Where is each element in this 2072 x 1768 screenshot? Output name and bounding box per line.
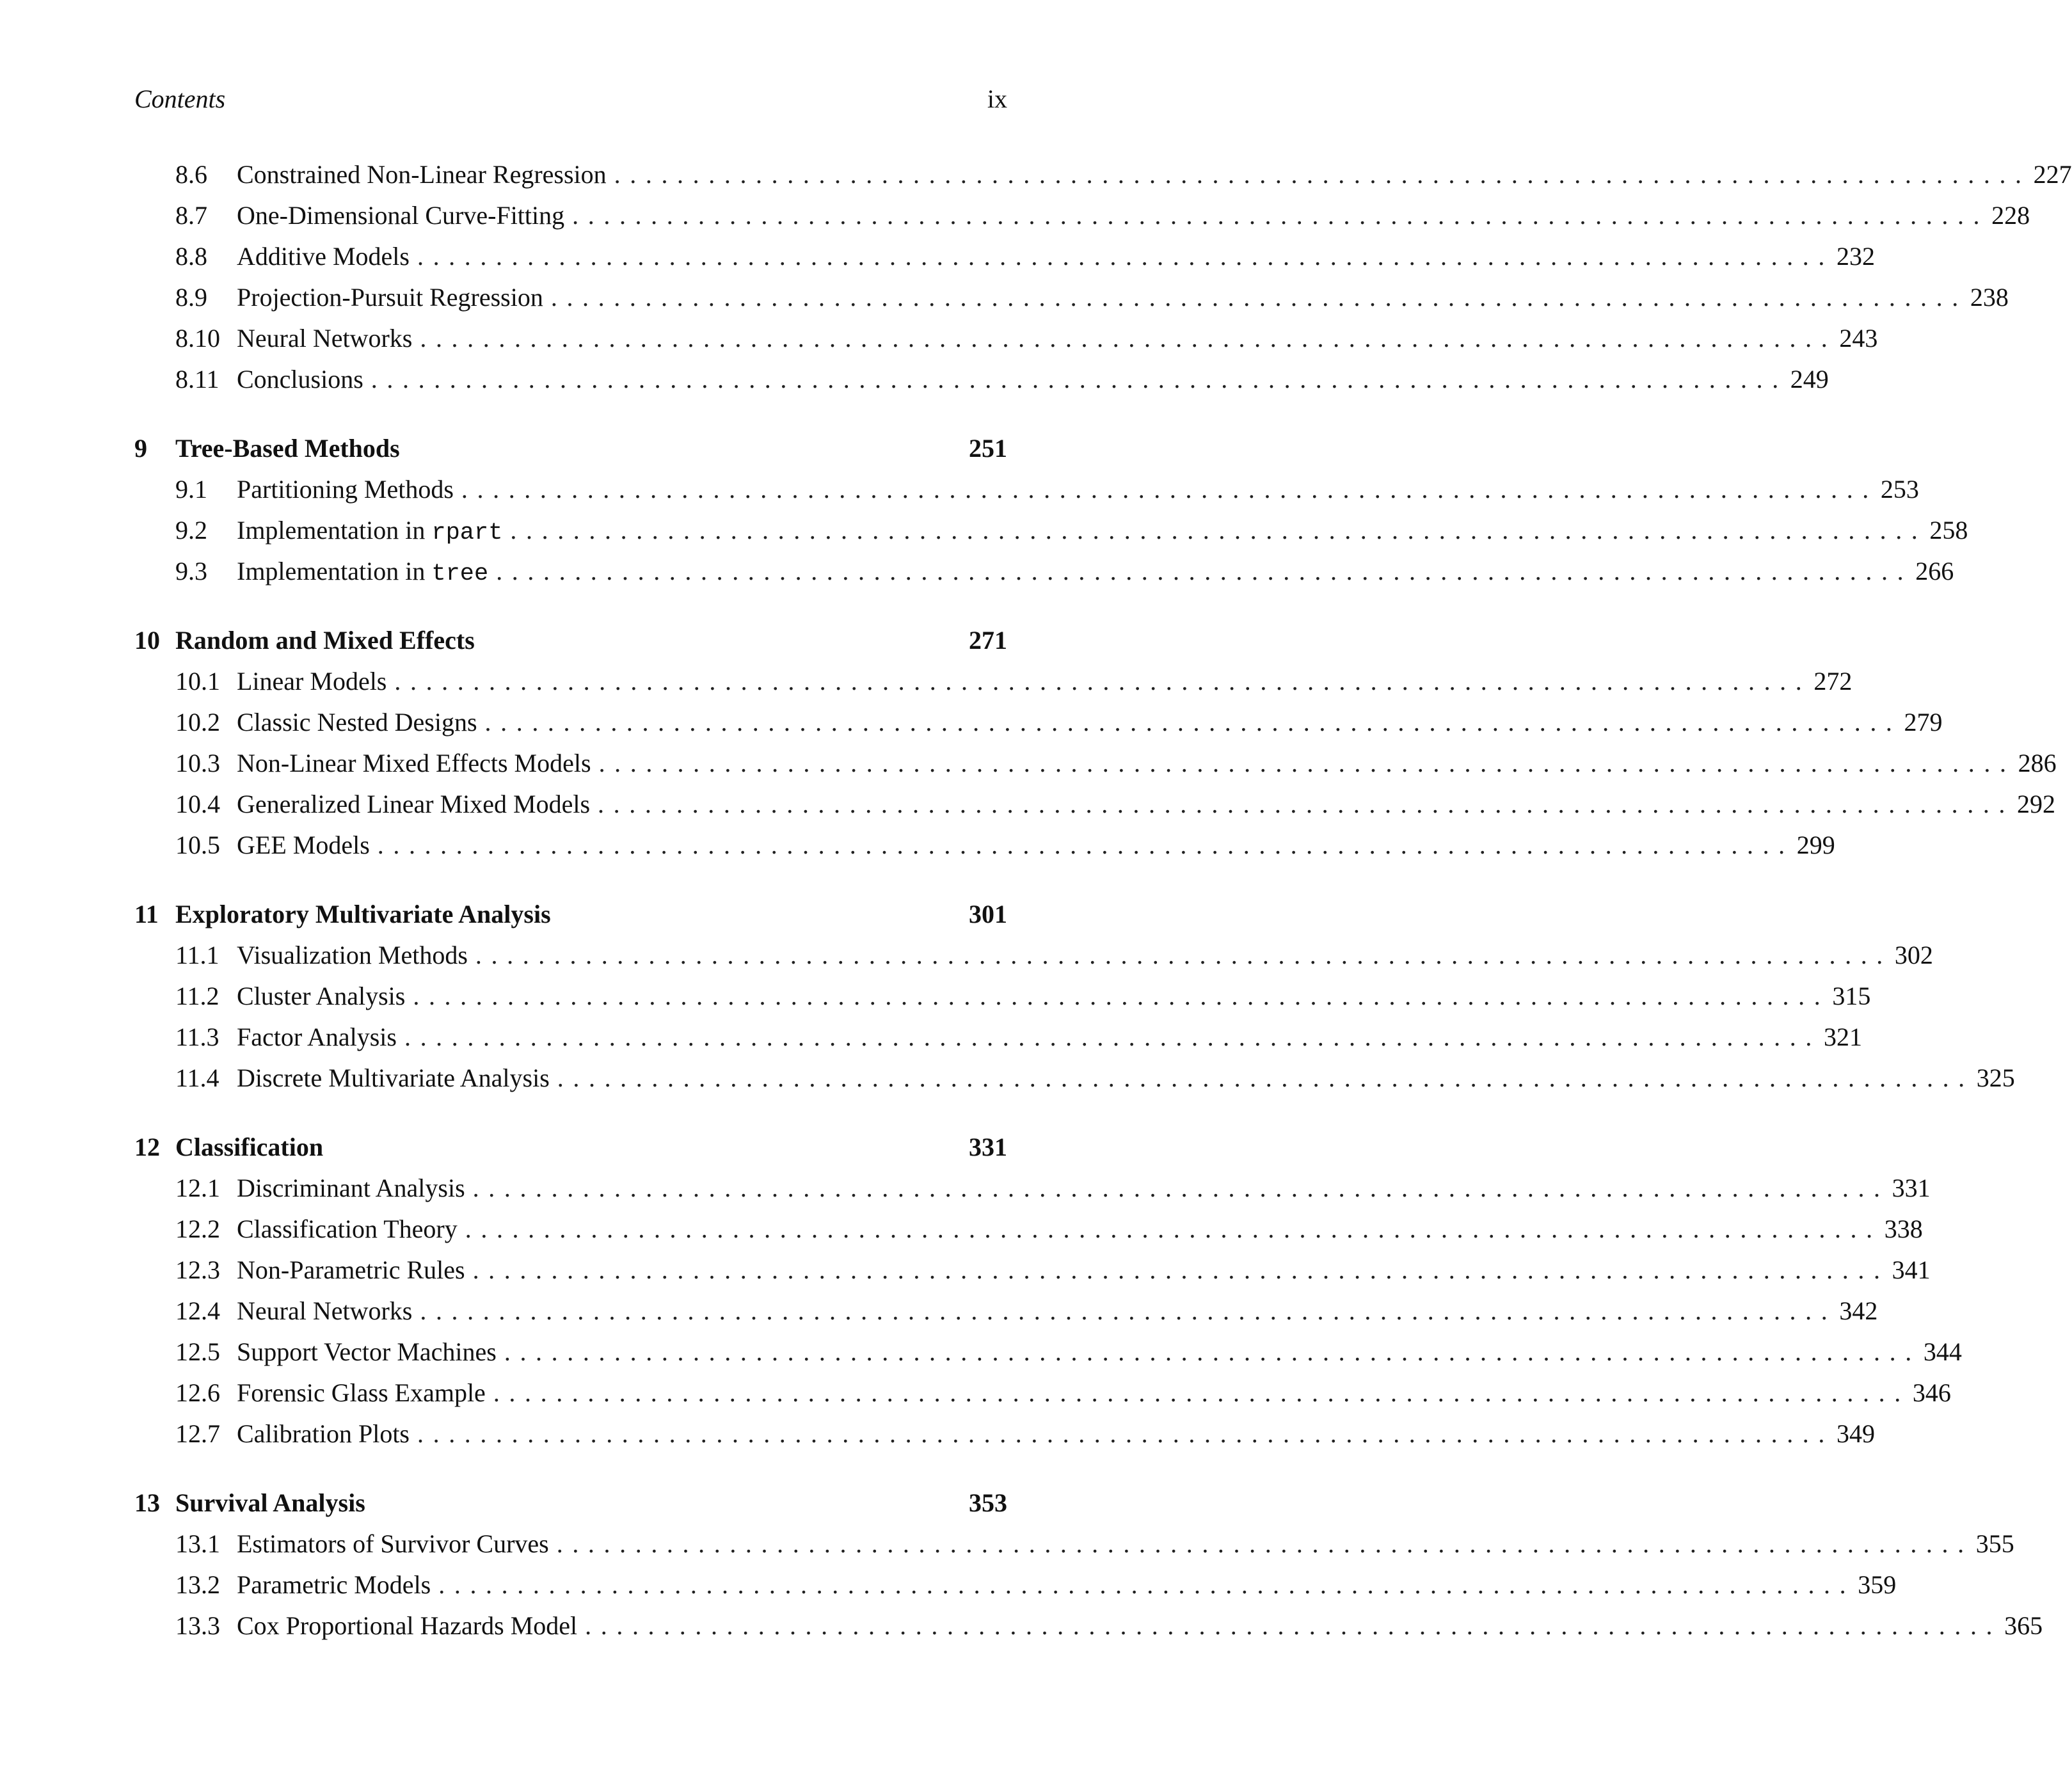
dot-leader: .......................................................................................... — [510, 516, 1927, 545]
dot-leader: .......................................................................................... — [598, 749, 2016, 777]
section-title — [237, 1373, 493, 1414]
section-page-number: 286 — [2018, 749, 2057, 777]
section-title-text: Neural Networks — [237, 324, 413, 353]
dot-leader: .......................................................................................... — [438, 1570, 1856, 1599]
section-title — [237, 661, 394, 702]
dot-leader: .......................................................................................... — [496, 557, 1913, 585]
dot-leader: .......................................................................................... — [420, 324, 1837, 353]
section-title-text: Constrained Non-Linear Regression — [237, 160, 607, 189]
toc-chapter — [134, 428, 1968, 592]
toc-entry[interactable] — [134, 1414, 1875, 1454]
chapter-heading[interactable] — [134, 1127, 1007, 1168]
chapter-heading[interactable] — [134, 620, 1007, 661]
section-page-number: 344 — [1923, 1337, 1962, 1366]
chapter-heading[interactable] — [134, 1483, 1007, 1524]
section-title-text: Cluster Analysis — [237, 982, 406, 1010]
section-title-text: Cox Proportional Hazards Model — [237, 1611, 578, 1640]
section-page-number: 279 — [1904, 708, 1943, 737]
section-page-number: 228 — [1991, 201, 2030, 230]
section-title — [237, 743, 599, 784]
dot-leader: .......................................................................................... — [377, 831, 1794, 859]
toc-entry[interactable] — [134, 661, 1853, 702]
chapter-heading[interactable] — [134, 894, 1007, 935]
section-page-number: 243 — [1839, 324, 1878, 353]
section-number: 12.4 — [175, 1296, 220, 1325]
chapter-number: 13 — [134, 1488, 160, 1517]
section-title-text: Estimators of Survivor Curves — [237, 1529, 549, 1558]
section-title-code: rpart — [431, 520, 503, 546]
section-number: 12.7 — [175, 1419, 220, 1448]
toc-entry[interactable] — [134, 510, 1968, 551]
toc-entry[interactable] — [134, 1605, 2043, 1646]
section-number: 10.4 — [175, 790, 220, 818]
toc-entry[interactable] — [134, 1373, 1951, 1414]
toc-chapter — [134, 1127, 1962, 1454]
section-number: 9.3 — [175, 557, 207, 585]
section-number: 12.6 — [175, 1378, 220, 1407]
section-page-number: 315 — [1832, 982, 1871, 1010]
dot-leader: .......................................................................................... — [572, 201, 1989, 230]
toc-entry[interactable] — [134, 825, 1835, 866]
section-title — [237, 702, 485, 743]
toc-entry[interactable] — [134, 551, 1954, 592]
section-title — [237, 1250, 473, 1291]
section-title-text: Projection-Pursuit Regression — [237, 283, 543, 312]
section-page-number: 359 — [1858, 1570, 1897, 1599]
dot-leader: .......................................................................................... — [475, 941, 1892, 969]
chapter-title: Survival Analysis — [175, 1488, 365, 1517]
toc-entry[interactable] — [134, 935, 1933, 976]
section-title-text: Non-Linear Mixed Effects Models — [237, 749, 591, 777]
toc-entry[interactable] — [134, 1565, 1897, 1605]
section-number: 12.2 — [175, 1215, 220, 1243]
toc-entry[interactable] — [134, 154, 2072, 195]
section-page-number: 266 — [1915, 557, 1954, 585]
section-number: 13.3 — [175, 1611, 220, 1640]
chapter-page-number: 353 — [969, 1488, 1007, 1517]
dot-leader: .......................................................................................... — [465, 1215, 1882, 1243]
toc-chapter — [134, 620, 2057, 866]
section-number: 11.3 — [175, 1023, 219, 1051]
section-page-number: 349 — [1837, 1419, 1875, 1448]
section-page-number: 249 — [1790, 365, 1829, 394]
running-head-page-number: ix — [987, 84, 1007, 113]
running-head — [134, 83, 1007, 115]
section-number: 13.1 — [175, 1529, 220, 1558]
section-title — [237, 469, 461, 510]
section-title-text: Generalized Linear Mixed Models — [237, 790, 591, 818]
section-page-number: 331 — [1892, 1174, 1931, 1202]
section-number: 12.3 — [175, 1255, 220, 1284]
section-title — [237, 551, 496, 594]
section-title-text: Forensic Glass Example — [237, 1378, 486, 1407]
section-title — [237, 976, 413, 1017]
section-page-number: 321 — [1823, 1023, 1862, 1051]
section-page-number: 355 — [1975, 1529, 2014, 1558]
section-page-number: 325 — [1976, 1063, 2015, 1092]
section-title-text: GEE Models — [237, 831, 370, 859]
section-number: 8.8 — [175, 242, 207, 271]
toc-chapter — [134, 154, 2072, 400]
section-page-number: 299 — [1796, 831, 1835, 859]
section-number: 8.7 — [175, 201, 207, 230]
section-page-number: 292 — [2017, 790, 2056, 818]
section-page-number: 258 — [1929, 516, 1968, 545]
section-page-number: 346 — [1912, 1378, 1951, 1407]
dot-leader: .......................................................................................... — [461, 475, 1878, 504]
section-title-text: Discriminant Analysis — [237, 1174, 465, 1202]
dot-leader: .......................................................................................... — [493, 1378, 1910, 1407]
table-of-contents — [134, 154, 2072, 1646]
chapter-title: Exploratory Multivariate Analysis — [175, 900, 551, 928]
chapter-heading[interactable] — [134, 428, 1007, 469]
section-title-text: Discrete Multivariate Analysis — [237, 1063, 550, 1092]
section-title — [237, 1058, 557, 1099]
section-title-text: Conclusions — [237, 365, 363, 394]
toc-entry[interactable] — [134, 1058, 2015, 1099]
chapter-page-number: 301 — [969, 900, 1007, 928]
running-head-section: Contents — [134, 84, 226, 113]
toc-chapter — [134, 894, 2015, 1099]
section-title — [237, 277, 551, 318]
section-number: 12.1 — [175, 1174, 220, 1202]
section-page-number: 272 — [1813, 667, 1853, 696]
section-number: 13.2 — [175, 1570, 220, 1599]
toc-entry[interactable] — [134, 1209, 1923, 1250]
chapter-title: Tree-Based Methods — [175, 434, 400, 463]
dot-leader: .......................................................................................... — [371, 365, 1788, 394]
section-page-number: 342 — [1839, 1296, 1878, 1325]
section-title — [237, 1565, 438, 1605]
section-page-number: 253 — [1880, 475, 1919, 504]
section-number: 9.1 — [175, 475, 207, 504]
chapter-number: 12 — [134, 1133, 160, 1161]
section-title — [237, 1332, 504, 1373]
dot-leader: .......................................................................................... — [585, 1611, 2002, 1640]
dot-leader: .......................................................................................... — [413, 982, 1830, 1010]
section-title-text: Classic Nested Designs — [237, 708, 477, 737]
section-title-text: Partitioning Methods — [237, 475, 454, 504]
section-number: 10.2 — [175, 708, 220, 737]
section-title — [237, 359, 371, 400]
section-title — [237, 1524, 557, 1565]
section-title — [237, 1017, 404, 1058]
chapter-number: 11 — [134, 900, 159, 928]
chapter-page-number: 271 — [969, 626, 1007, 655]
section-title — [237, 935, 475, 976]
section-page-number: 238 — [1970, 283, 2009, 312]
dot-leader: .......................................................................................... — [404, 1023, 1821, 1051]
section-title-text: Parametric Models — [237, 1570, 431, 1599]
section-title — [237, 1605, 585, 1646]
toc-entry[interactable] — [134, 784, 2056, 825]
dot-leader: .......................................................................................... — [472, 1255, 1890, 1284]
toc-entry[interactable] — [134, 236, 1875, 277]
section-title — [237, 154, 614, 195]
section-title — [237, 510, 510, 553]
dot-leader: .......................................................................................... — [550, 283, 1968, 312]
section-title-text: One-Dimensional Curve-Fitting — [237, 201, 565, 230]
section-number: 11.4 — [175, 1063, 219, 1092]
section-number: 8.6 — [175, 160, 207, 189]
section-number: 10.5 — [175, 831, 220, 859]
toc-entry[interactable] — [134, 976, 1871, 1017]
dot-leader: .......................................................................................... — [556, 1529, 1973, 1558]
section-title-text: Non-Parametric Rules — [237, 1255, 465, 1284]
toc-entry[interactable] — [134, 318, 1878, 359]
section-title — [237, 318, 420, 359]
section-title — [237, 825, 378, 866]
chapter-title: Random and Mixed Effects — [175, 626, 475, 655]
section-number: 10.3 — [175, 749, 220, 777]
section-page-number: 365 — [2004, 1611, 2043, 1640]
section-title — [237, 1414, 417, 1454]
dot-leader: .......................................................................................... — [472, 1174, 1890, 1202]
section-number: 10.1 — [175, 667, 220, 696]
chapter-number: 9 — [134, 434, 147, 463]
dot-leader: .......................................................................................... — [420, 1296, 1837, 1325]
section-page-number: 302 — [1894, 941, 1933, 969]
section-page-number: 232 — [1836, 242, 1875, 271]
section-page-number: 227 — [2033, 160, 2072, 189]
section-page-number: 338 — [1884, 1215, 1923, 1243]
toc-entry[interactable] — [134, 1168, 1931, 1209]
section-title-text: Neural Networks — [237, 1296, 413, 1325]
section-title-text: Visualization Methods — [237, 941, 468, 969]
chapter-number: 10 — [134, 626, 160, 655]
section-number: 8.11 — [175, 365, 219, 394]
toc-entry[interactable] — [134, 195, 2030, 236]
dot-leader: .......................................................................................... — [394, 667, 1812, 696]
section-title-text: Implementation in — [237, 516, 432, 545]
section-title — [237, 1168, 473, 1209]
section-number: 9.2 — [175, 516, 207, 545]
section-number: 11.1 — [175, 941, 219, 969]
chapter-page-number: 331 — [969, 1133, 1007, 1161]
dot-leader: .......................................................................................... — [504, 1337, 1921, 1366]
section-title-code: tree — [431, 561, 489, 587]
section-title-text: Linear Models — [237, 667, 387, 696]
dot-leader: .......................................................................................... — [557, 1063, 1974, 1092]
section-title — [237, 1209, 465, 1250]
toc-chapter — [134, 1483, 2043, 1646]
section-title-text: Classification Theory — [237, 1215, 458, 1243]
toc-entry[interactable] — [134, 277, 2009, 318]
section-page-number: 341 — [1892, 1255, 1931, 1284]
section-number: 11.2 — [175, 982, 219, 1010]
toc-entry[interactable] — [134, 359, 1829, 400]
section-title-text: Factor Analysis — [237, 1023, 397, 1051]
section-number: 8.9 — [175, 283, 207, 312]
section-number: 8.10 — [175, 324, 220, 353]
chapter-title: Classification — [175, 1133, 324, 1161]
section-title-text: Implementation in — [237, 557, 432, 585]
toc-entry[interactable] — [134, 1017, 1862, 1058]
dot-leader: .......................................................................................... — [614, 160, 2031, 189]
dot-leader: .......................................................................................... — [417, 242, 1834, 271]
section-title — [237, 784, 598, 825]
toc-entry[interactable] — [134, 1250, 1931, 1291]
dot-leader: .......................................................................................... — [417, 1419, 1834, 1448]
dot-leader: .......................................................................................... — [598, 790, 2015, 818]
section-title — [237, 236, 417, 277]
section-title-text: Additive Models — [237, 242, 410, 271]
dot-leader: .......................................................................................... — [484, 708, 1902, 737]
toc-entry[interactable] — [134, 469, 1919, 510]
toc-entry[interactable] — [134, 1524, 2014, 1565]
section-title — [237, 195, 572, 236]
section-title-text: Support Vector Machines — [237, 1337, 497, 1366]
toc-entry[interactable] — [134, 1291, 1878, 1332]
toc-entry[interactable] — [134, 743, 2057, 784]
section-title-text: Calibration Plots — [237, 1419, 410, 1448]
toc-entry[interactable] — [134, 1332, 1962, 1373]
section-number: 12.5 — [175, 1337, 220, 1366]
chapter-page-number: 251 — [969, 434, 1007, 463]
toc-entry[interactable] — [134, 702, 1943, 743]
section-title — [237, 1291, 420, 1332]
